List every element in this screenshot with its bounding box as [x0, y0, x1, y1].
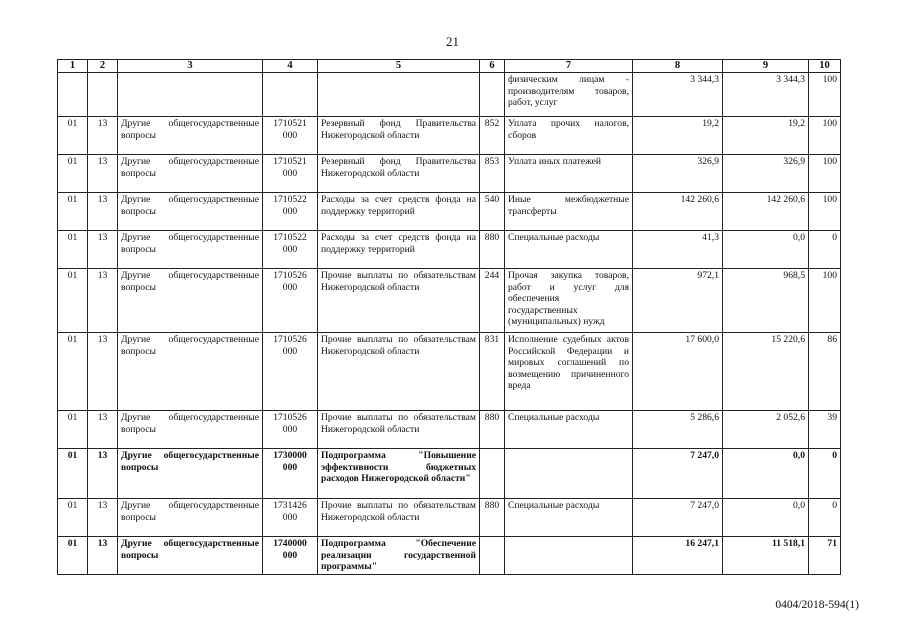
expense-type-name — [505, 449, 633, 499]
section-name: Другие общегосударственные вопросы — [118, 193, 263, 231]
table-header-row — [58, 60, 841, 73]
section-name: Другие общегосударственные вопросы — [118, 499, 263, 537]
planned-amount: 7 247,0 — [633, 499, 723, 537]
table-row — [58, 499, 841, 537]
expense-type-code: 853 — [480, 155, 505, 193]
target-article-name: Резервный фонд Правительства Нижегородской области — [318, 117, 480, 155]
budget-table — [57, 59, 841, 575]
table-row — [58, 193, 841, 231]
expense-type-name: Прочая закупка товаров, работ и услуг для обеспечения государственных (муниципальных) нужд — [505, 269, 633, 333]
table-row — [58, 155, 841, 193]
executed-amount: 11 518,1 — [723, 537, 809, 575]
section-name — [118, 73, 263, 117]
target-article-name: Резервный фонд Правительства Нижегородской области — [318, 155, 480, 193]
target-article-name — [318, 73, 480, 117]
table-row — [58, 117, 841, 155]
executed-amount: 142 260,6 — [723, 193, 809, 231]
executed-amount: 19,2 — [723, 117, 809, 155]
column-header: 6 — [480, 60, 505, 73]
column-header: 7 — [505, 60, 633, 73]
target-article-code: 1710522 000 — [263, 231, 318, 269]
section-name: Другие общегосударственные вопросы — [118, 269, 263, 333]
subsection-code — [88, 73, 118, 117]
expense-type-code: 831 — [480, 333, 505, 411]
target-article-code: 1740000 000 — [263, 537, 318, 575]
section-code: 01 — [58, 333, 88, 411]
section-name: Другие общегосударственные вопросы — [118, 117, 263, 155]
planned-amount: 16 247,1 — [633, 537, 723, 575]
column-header: 8 — [633, 60, 723, 73]
target-article-code: 1710521 000 — [263, 155, 318, 193]
table-row — [58, 449, 841, 499]
target-article-name: Расходы за счет средств фонда на поддержку территорий — [318, 193, 480, 231]
section-name: Другие общегосударственные вопросы — [118, 449, 263, 499]
subsection-code: 13 — [88, 411, 118, 449]
expense-type-code: 244 — [480, 269, 505, 333]
page-number: 21 — [446, 34, 459, 49]
section-code: 01 — [58, 155, 88, 193]
section-code: 01 — [58, 411, 88, 449]
executed-amount: 968,5 — [723, 269, 809, 333]
target-article-code: 1710522 000 — [263, 193, 318, 231]
target-article-name: Прочие выплаты по обязательствам Нижегородской области — [318, 411, 480, 449]
target-article-code: 1710526 000 — [263, 269, 318, 333]
section-name: Другие общегосударственные вопросы — [118, 155, 263, 193]
section-name: Другие общегосударственные вопросы — [118, 411, 263, 449]
subsection-code: 13 — [88, 499, 118, 537]
column-header: 5 — [318, 60, 480, 73]
section-code: 01 — [58, 449, 88, 499]
expense-type-code — [480, 537, 505, 575]
execution-percent: 0 — [809, 449, 841, 499]
target-article-code: 1730000 000 — [263, 449, 318, 499]
table-row — [58, 537, 841, 575]
section-name: Другие общегосударственные вопросы — [118, 537, 263, 575]
executed-amount: 2 052,6 — [723, 411, 809, 449]
expense-type-name — [505, 537, 633, 575]
expense-type-code: 880 — [480, 231, 505, 269]
subsection-code: 13 — [88, 193, 118, 231]
target-article-name: Прочие выплаты по обязательствам Нижегородской области — [318, 499, 480, 537]
execution-percent: 86 — [809, 333, 841, 411]
executed-amount: 0,0 — [723, 231, 809, 269]
expense-type-name: Уплата прочих налогов, сборов — [505, 117, 633, 155]
executed-amount: 326,9 — [723, 155, 809, 193]
execution-percent: 100 — [809, 73, 841, 117]
subsection-code: 13 — [88, 155, 118, 193]
subsection-code: 13 — [88, 449, 118, 499]
target-article-name: Прочие выплаты по обязательствам Нижегородской области — [318, 333, 480, 411]
section-code: 01 — [58, 537, 88, 575]
table-row — [58, 411, 841, 449]
planned-amount: 19,2 — [633, 117, 723, 155]
column-header: 9 — [723, 60, 809, 73]
execution-percent: 0 — [809, 499, 841, 537]
expense-type-name: Уплата иных платежей — [505, 155, 633, 193]
executed-amount: 3 344,3 — [723, 73, 809, 117]
execution-percent: 71 — [809, 537, 841, 575]
executed-amount: 0,0 — [723, 449, 809, 499]
target-article-code — [263, 73, 318, 117]
target-article-name: Подпрограмма "Повышение эффективности бюджетных расходов Нижегородской области" — [318, 449, 480, 499]
planned-amount: 142 260,6 — [633, 193, 723, 231]
execution-percent: 100 — [809, 193, 841, 231]
expense-type-name: Специальные расходы — [505, 411, 633, 449]
column-header: 10 — [809, 60, 841, 73]
section-code: 01 — [58, 269, 88, 333]
expense-type-code — [480, 449, 505, 499]
subsection-code: 13 — [88, 333, 118, 411]
executed-amount: 0,0 — [723, 499, 809, 537]
section-name: Другие общегосударственные вопросы — [118, 231, 263, 269]
expense-type-name: Специальные расходы — [505, 499, 633, 537]
expense-type-code: 852 — [480, 117, 505, 155]
subsection-code: 13 — [88, 537, 118, 575]
execution-percent: 39 — [809, 411, 841, 449]
section-code: 01 — [58, 117, 88, 155]
section-code: 01 — [58, 193, 88, 231]
subsection-code: 13 — [88, 117, 118, 155]
planned-amount: 5 286,6 — [633, 411, 723, 449]
section-code: 01 — [58, 231, 88, 269]
table-row — [58, 73, 841, 117]
target-article-code: 1731426 000 — [263, 499, 318, 537]
expense-type-name: физическим лицам - производителям товаров, работ, услуг — [505, 73, 633, 117]
subsection-code: 13 — [88, 231, 118, 269]
section-code: 01 — [58, 499, 88, 537]
execution-percent: 0 — [809, 231, 841, 269]
planned-amount: 3 344,3 — [633, 73, 723, 117]
expense-type-code: 880 — [480, 411, 505, 449]
table-row — [58, 231, 841, 269]
target-article-code: 1710521 000 — [263, 117, 318, 155]
planned-amount: 41,3 — [633, 231, 723, 269]
planned-amount: 326,9 — [633, 155, 723, 193]
executed-amount: 15 220,6 — [723, 333, 809, 411]
target-article-name: Прочие выплаты по обязательствам Нижегородской области — [318, 269, 480, 333]
expense-type-name: Специальные расходы — [505, 231, 633, 269]
column-header: 4 — [263, 60, 318, 73]
column-header: 3 — [118, 60, 263, 73]
section-name: Другие общегосударственные вопросы — [118, 333, 263, 411]
table-row — [58, 269, 841, 333]
target-article-name: Подпрограмма "Обеспечение реализации государственной программы" — [318, 537, 480, 575]
document-code: 0404/2018-594(1) — [775, 599, 859, 611]
planned-amount: 972,1 — [633, 269, 723, 333]
expense-type-code: 880 — [480, 499, 505, 537]
target-article-code: 1710526 000 — [263, 411, 318, 449]
execution-percent: 100 — [809, 155, 841, 193]
column-header: 2 — [88, 60, 118, 73]
table-row — [58, 333, 841, 411]
expense-type-name: Иные межбюджетные трансферты — [505, 193, 633, 231]
column-header: 1 — [58, 60, 88, 73]
expense-type-code: 540 — [480, 193, 505, 231]
target-article-name: Расходы за счет средств фонда на поддержку территорий — [318, 231, 480, 269]
section-code — [58, 73, 88, 117]
target-article-code: 1710526 000 — [263, 333, 318, 411]
planned-amount: 17 600,0 — [633, 333, 723, 411]
subsection-code: 13 — [88, 269, 118, 333]
expense-type-name: Исполнение судебных актов Российской Федерации и мировых соглашений по возмещению причиненного вреда — [505, 333, 633, 411]
execution-percent: 100 — [809, 269, 841, 333]
expense-type-code — [480, 73, 505, 117]
planned-amount: 7 247,0 — [633, 449, 723, 499]
execution-percent: 100 — [809, 117, 841, 155]
